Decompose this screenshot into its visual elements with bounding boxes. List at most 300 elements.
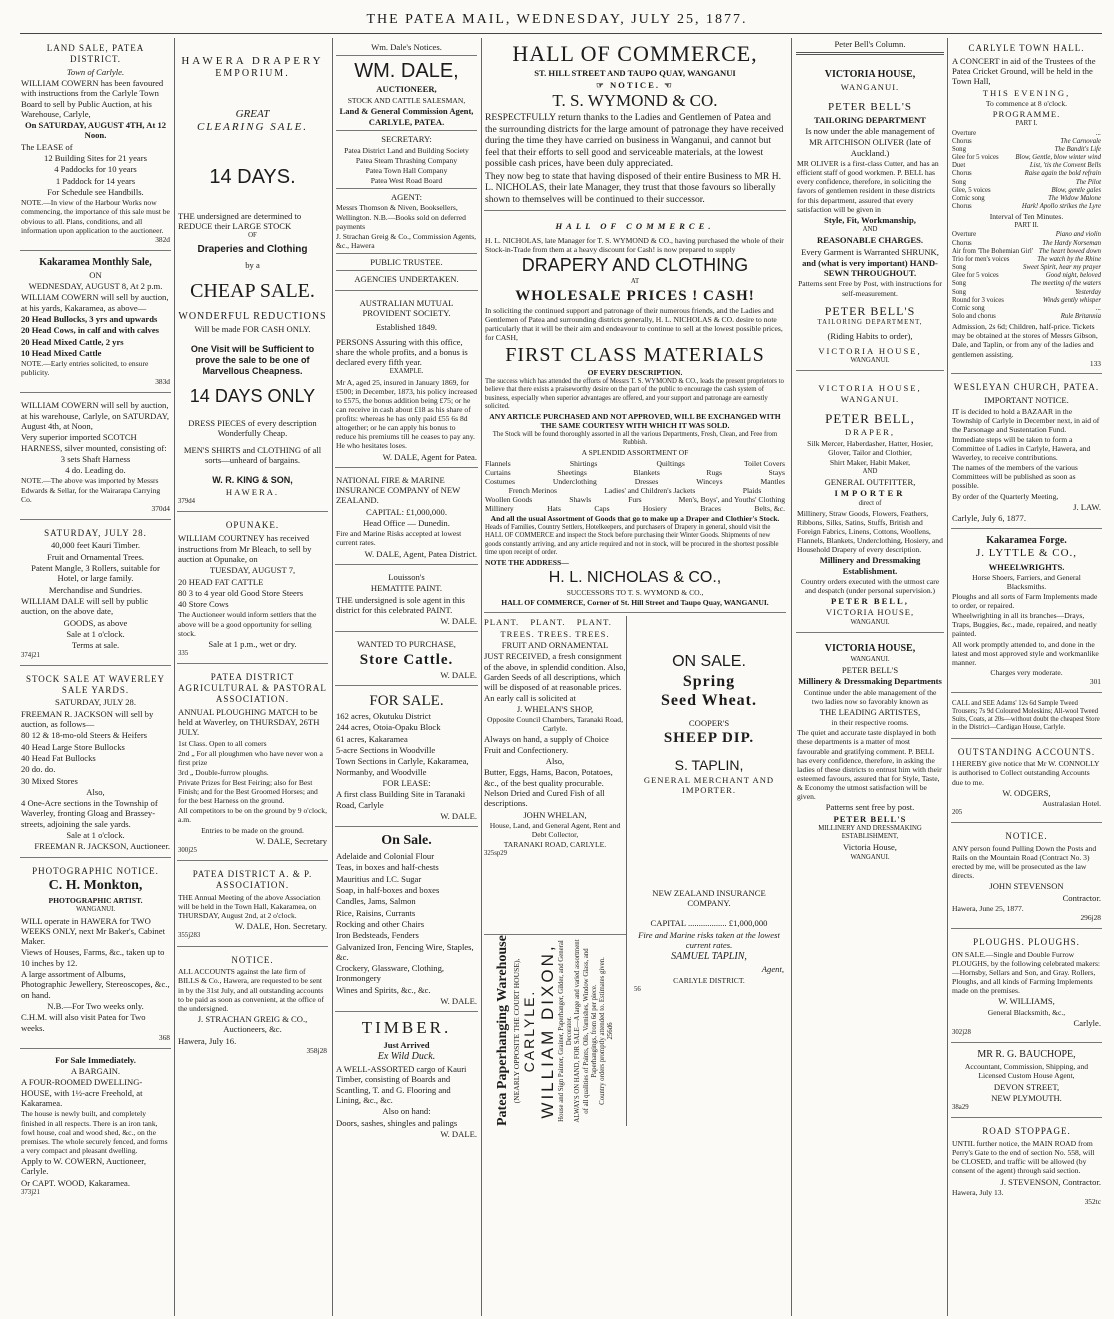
- bazaar-date: Carlyle, July 6, 1877.: [952, 513, 1026, 523]
- saturday-sale-title: SATURDAY, JULY 28.: [44, 527, 147, 538]
- dale-for-sale-ad: [335, 689, 478, 827]
- kakaramea-sale-ad: [20, 254, 171, 394]
- goods-item: Braces: [700, 504, 722, 514]
- opunake-item: 80 3 to 4 year old Good Store Steers: [178, 587, 304, 598]
- kakaramea-sale-note: NOTE.—Early entries solicited, to ensure publicity.: [21, 359, 149, 378]
- timber-ad: [335, 1015, 478, 1144]
- admission: Admission, 2s 6d; Children, half-price. Tickets may be obtained at the stores of Messrs Gibson, Dale, and Taplin, or from any of the ladies and gentlemen assisting.: [952, 322, 1098, 359]
- for-sale-item: 244 acres, Otoia-Opaku Block: [336, 722, 441, 733]
- splendid-assortment: A SPLENDID ASSORTMENT OF: [581, 448, 689, 458]
- saturday-sale-item: Patent Mangle, 3 Rollers, suitable for Hotel, or large family.: [31, 563, 160, 584]
- timber-also: Also on hand:: [382, 1106, 431, 1117]
- land-sale-plans: For Schedule see Handbills.: [47, 187, 144, 198]
- goods-row: [485, 459, 785, 468]
- hematite-body: THE undersigned is sole agent in this district for this celebrated PAINT.: [336, 594, 465, 615]
- williams-role: General Blacksmith, &c.,: [987, 1007, 1066, 1017]
- hall-address: ST. HILL STREET AND TAUPO QUAY, WANGANUI: [534, 68, 736, 79]
- stevenson-role: Contractor.: [1062, 892, 1101, 903]
- nicholas-successors: SUCCESSORS TO T. S. WYMOND & CO.,: [566, 588, 704, 598]
- for-lease-body: A first class Building Site in Taranaki Road, Carlyle: [336, 789, 466, 810]
- amp-example-body: Mr A, aged 25, insured in January 1869, for £500; in December, 1873, his policy increased to £575, the bonus addition being £75; or he can receive in cash about £18 as his share of profits: whereas he has only paid £55 6s 8d altogether; or he can apply his bonus to reduce his premiums till he ceases to pay any. He who hesitates loses.: [336, 377, 477, 451]
- programme-piece-title: ...: [1095, 129, 1101, 137]
- road-stoppage-ad: [951, 1121, 1102, 1212]
- ploughing-class: 3rd „ Double-furrow ploughs.: [178, 767, 269, 777]
- dale-secretary-item: Patea District Land and Building Society: [344, 145, 469, 155]
- programme-item: [952, 170, 1101, 178]
- store-cattle-ad: [335, 635, 478, 686]
- house-sale-or: Or CAPT. WOOD, Kakaramea.: [21, 1177, 130, 1188]
- and-label: AND: [862, 467, 878, 475]
- victoria-house: VICTORIA HOUSE,: [824, 69, 916, 81]
- programme-piece-type: Chorus: [952, 203, 972, 211]
- harness-sale-ad: [20, 396, 171, 519]
- opunake-note: The Auctioneer would inform settlers that the above will be a good opportunity for selling stock.: [178, 610, 317, 638]
- goods-item: Curtains: [485, 467, 511, 477]
- programme-piece-type: Chorus: [952, 239, 972, 247]
- king-son: W. R. KING & SON,: [212, 475, 293, 486]
- programme-piece-type: Chorus: [952, 137, 972, 145]
- national-title: NATIONAL FIRE & MARINE INSURANCE COMPANY of NEW ZEALAND.: [336, 474, 461, 506]
- goods-item: Rugs: [706, 467, 723, 477]
- programme-item: [952, 248, 1101, 256]
- land-sale-title: LAND SALE, PATEA DISTRICT.: [46, 43, 145, 64]
- dixon-trade: House and Sign Painter, Grainer, Paperhanger, Gilder, and General Decorator.: [558, 940, 574, 1122]
- ad-number: 335: [178, 650, 189, 658]
- victoria-house: VICTORIA HOUSE,: [825, 607, 915, 618]
- saturday-sale-item: Fruit and Ornamental Trees.: [47, 551, 144, 562]
- goods-item: Blankets: [633, 467, 660, 477]
- programme-item: [952, 179, 1101, 187]
- for-sale-item: Town Sections in Carlyle, Kakaramea, Normanby, and Woodville: [336, 756, 469, 777]
- peter-bell-column-title: Peter Bell's Column.: [834, 39, 906, 49]
- goods-item: Belts, &c.: [754, 504, 785, 514]
- dale-secretary-item: Patea Steam Thrashing Company: [355, 155, 458, 165]
- goods-item: French Merinos: [508, 485, 557, 495]
- millinery-establishment: Millinery and Dressmaking Establishment.: [819, 555, 921, 576]
- on-sale-item: Mauritius and I.C. Sugar: [336, 873, 422, 884]
- programme-piece-type: Solo and chorus: [952, 313, 996, 321]
- ploughing-body: ANNUAL PLOUGHING MATCH to be held at Waverley, on THURSDAY, 26TH JULY.: [178, 706, 320, 738]
- timber-arrived: Just Arrived: [383, 1039, 430, 1050]
- ad-number: 382d: [155, 234, 170, 244]
- millinery-departments: Millinery & Dressmaking Departments: [798, 676, 942, 687]
- taplin-role: GENERAL MERCHANT AND IMPORTER.: [643, 775, 775, 796]
- outstanding-title: OUTSTANDING ACCOUNTS.: [957, 746, 1096, 757]
- millinery-establishment: MILLINERY AND DRESSMAKING ESTABLISHMENT,: [818, 824, 922, 841]
- forge-title: Kakaramea Forge.: [986, 535, 1067, 547]
- leading-rooms: in their respective rooms.: [831, 718, 909, 728]
- bauchope-role: Accountant, Commission, Shipping, and Licensed Custom House Agent,: [964, 1062, 1089, 1081]
- taplin-spring: Spring: [682, 672, 736, 690]
- store-cattle: Store Cattle.: [359, 651, 454, 668]
- goods-item: Costumes: [485, 476, 515, 486]
- programme-piece-type: Overture: [952, 231, 977, 239]
- taplin-name: S. TAPLIN,: [674, 757, 744, 774]
- john-whelan: JOHN WHELAN,: [523, 809, 587, 820]
- dale-card-ad: [335, 38, 478, 291]
- column-3: [335, 38, 478, 1316]
- lyttle-name: J. LYTTLE & CO.,: [975, 547, 1078, 560]
- ad-number: 133: [1089, 358, 1101, 368]
- clearing-sale: CLEARING SALE.: [196, 121, 309, 134]
- ploughing-signature: W. DALE, Secretary: [255, 835, 327, 846]
- whelan-body: JUST RECEIVED, a fresh consignment of the above, in splendid condition. Also, Garden Seeds of all descriptions, which will be disposed of at reasonable prices. An early call is solicited at: [484, 651, 626, 703]
- fourteen-days-only: 14 DAYS ONLY: [189, 386, 316, 407]
- cash-only: Will be made FOR CASH ONLY.: [194, 323, 311, 334]
- peter-bells: PETER BELL'S: [833, 813, 907, 824]
- programme-piece-title: ...: [1095, 304, 1101, 312]
- photo-notice-title: PHOTOGRAPHIC NOTICE.: [32, 865, 159, 876]
- hall-of-commerce-ad: [484, 38, 786, 211]
- national-capital: CAPITAL: £1,000,000.: [366, 506, 447, 517]
- and-label: AND: [862, 226, 878, 234]
- tailoring-department: TAILORING DEPARTMENT: [814, 114, 926, 125]
- programme-item: [952, 130, 1101, 138]
- riding-habits: (Riding Habits to order),: [827, 331, 913, 342]
- programme-piece-title: The Hardy Norseman: [1042, 239, 1101, 247]
- style-fit: Style, Fit, Workmanship,: [824, 214, 916, 225]
- whelan-address: Opposite Council Chambers, Taranaki Road, Carlyle.: [487, 715, 623, 734]
- dale-auction-body: WILLIAM DALE will sell by public auction, on the above date,: [21, 596, 149, 617]
- programme-item: [952, 146, 1101, 154]
- dale-notices-header: Wm. Dale's Notices.: [371, 42, 442, 52]
- dale-secretary-item: Patea Town Hall Company: [365, 165, 448, 175]
- direct-of: direct of: [858, 499, 882, 507]
- whelan-butter: Butter, Eggs, Hams, Bacon, Potatoes, &c., of the best quality procurable. Nelson Dried and Cured Fish of all descriptions.: [484, 767, 613, 809]
- hematite-paint-ad: [335, 568, 478, 633]
- column-rule: [481, 38, 482, 1316]
- opunake-ad: [177, 515, 328, 664]
- programme-piece-title: The watch by the Rhine: [1037, 255, 1101, 263]
- wymond-thanks: RESPECTFULLY return thanks to the Ladies and Gentlemen of Patea and the surrounding districts for the large amount of patronage they have received during the time they have carried on business in Wanganui, and cannot but feel that their efforts to sell good and serviceable materials, at the lowest possible cash prices, have been duly appreciated.: [485, 112, 784, 170]
- notice-title: NOTICE.: [1005, 831, 1048, 842]
- road-stoppage-signature: J. STEVENSON, Contractor.: [1000, 1176, 1101, 1187]
- programme-item: [952, 272, 1101, 280]
- amp-body: PERSONS Assuring with this office, share the whole profits, and a bonus is declared every fifth year.: [336, 336, 468, 368]
- ploughs-ad: [951, 932, 1102, 1043]
- hawera-drapery-title: HAWERA DRAPERY: [181, 55, 324, 67]
- amp-established: Established 1849.: [375, 322, 438, 333]
- opunake-title: OPUNAKE.: [225, 520, 280, 531]
- annual-meeting-signature: W. DALE, Hon. Secretary.: [235, 921, 327, 932]
- opunake-body: WILLIAM COURTNEY has received instructions from Mr Bleach, to sell by auction at Opunake, on: [178, 533, 312, 564]
- programme-item: [952, 305, 1101, 313]
- dixon-warehouse: Patea Paperhanging Warehouse: [494, 935, 510, 1126]
- land-sale-item: 1 Paddock for 14 years: [55, 175, 136, 186]
- land-sale-item: 4 Paddocks for 10 years: [54, 164, 137, 175]
- programme-item: [952, 138, 1101, 146]
- kakaramea-sale-on: ON: [89, 269, 102, 280]
- programme-piece-type: Comic song: [952, 304, 985, 312]
- opunake-item: 20 HEAD FAT CATTLE: [178, 576, 264, 587]
- ad-number: 383d: [155, 377, 170, 387]
- programme-item: [952, 313, 1101, 321]
- john-whelan-role: House, Land, and General Agent, Rent and Debt Collector,: [489, 820, 621, 840]
- nicholas-support: In soliciting the continued support and patronage of their numerous friends, and the Ladies and Gentlemen of Patea and surrounding districts generally, H. L. NICHOLAS & CO. desire to note particularly that it will be their aim and endeavour to continue to sell at the lowest possible prices, for CASH,: [485, 305, 783, 343]
- programme-item: [952, 231, 1101, 239]
- programme-piece-title: The Carnovale: [1060, 137, 1101, 145]
- road-stoppage-body: UNTIL further notice, the MAIN ROAD from Perry's Gate to the end of section No. 558, will be CLOSED, and traffic will be allowed (by consent of the agent) through said section.: [952, 1139, 1095, 1176]
- whelan-shop: J. WHELAN'S SHOP,: [516, 703, 594, 714]
- programme-piece-type: Glee, 5 voices: [952, 186, 991, 194]
- tailoring-under: Is now under the able management of: [805, 126, 935, 137]
- national-head-office: Head Office — Dunedin.: [363, 518, 450, 529]
- bazaar-names: The names of the members of the various Committees will be published as soon as possible.: [952, 463, 1078, 491]
- horse-shoers: Horse Shoers, Farriers, and General Blacksmiths.: [972, 572, 1081, 591]
- amp-society-ad: [335, 294, 478, 468]
- wanganui-label: WANGANUI.: [850, 618, 890, 626]
- kakaramea-sale-item: 10 Head Mixed Cattle: [21, 347, 102, 358]
- ad-number: 296j28: [1080, 913, 1101, 923]
- taplin-ad: [634, 616, 784, 1126]
- stevenson-name: JOHN STEVENSON: [989, 881, 1064, 892]
- part-two: PART II.: [1014, 222, 1039, 230]
- ploughing-class: 1st Class. Open to all comers: [178, 738, 267, 748]
- programme-piece-title: The Widow Malone: [1048, 194, 1101, 202]
- land-sale-note: NOTE.—In view of the Harbour Works now commencing, the importance of this sale must be obvious to all. Plans, conditions, and all information upon application to the auctioneer.: [21, 198, 170, 235]
- hall-title: HALL OF COMMERCE,: [512, 41, 758, 66]
- ad-number: 301: [1089, 677, 1101, 687]
- goods-item: Underclothing: [552, 476, 597, 486]
- wymond-disposal: They now beg to state that having disposed of their entire Business to MR H. L. NICHOLAS, their late Manager, they trust that those favours so liberally shown to themselves will be continued to their successor.: [485, 170, 782, 205]
- opunake-date: TUESDAY, AUGUST 7,: [209, 565, 296, 576]
- silk-mercer: Silk Mercer, Haberdasher, Hatter, Hosier, Glover, Tailor and Clothier,: [807, 438, 933, 457]
- hall-notice: ☞ NOTICE. ☜: [596, 79, 674, 90]
- patterns-free: Patterns sent Free by Post, with instructions for self-measurement.: [798, 279, 942, 298]
- programme-piece-type: Overture: [952, 129, 977, 137]
- programme-piece-title: The heart bowed down: [1038, 247, 1101, 255]
- hematite-signature: W. DALE.: [440, 616, 477, 627]
- for-sale-item: 162 acres, Okutuku District: [336, 711, 431, 722]
- goods-item: Sheetings: [557, 467, 587, 477]
- taplin-seed-wheat: Seed Wheat.: [660, 691, 758, 709]
- ad-number: 368: [158, 1032, 170, 1042]
- ad-number: 205: [952, 809, 963, 817]
- road-stoppage-date: Hawera, July 13.: [952, 1187, 1004, 1197]
- programme-item: [952, 195, 1101, 203]
- timber-title: TIMBER.: [361, 1018, 452, 1038]
- dixon-orders: Country orders promptly attended to. Estimates given.: [598, 957, 606, 1105]
- programme-piece-title: Winds gently whisper: [1042, 296, 1101, 304]
- cheap-sale: CHEAP SALE.: [190, 279, 315, 302]
- peter-bells: PETER BELL'S: [824, 303, 916, 318]
- bazaar-body: IT is decided to hold a BAZAAR in the Township of Carlyle in December next, in aid of the Parsonage and Sustentation Fund.: [952, 406, 1100, 434]
- goods-item: Shirtings: [569, 458, 598, 468]
- taplin-on-sale: ON SALE.: [672, 653, 746, 671]
- draper-ad: [796, 374, 944, 633]
- road-stoppage-title: ROAD STOPPAGE.: [982, 1126, 1071, 1137]
- dale-secretary-item: Patea West Road Board: [370, 176, 443, 185]
- for-lease-title: FOR LEASE:: [382, 777, 431, 788]
- photo-notice-body: WILL operate in HAWERA for TWO WEEKS ONLY, next Mr Baker's, Cabinet Maker.: [21, 915, 165, 947]
- every-description: OF EVERY DESCRIPTION.: [587, 368, 683, 378]
- kakaramea-sale-item: 20 Head Bullocks, 3 yrs and upwards: [21, 313, 158, 324]
- saturday-sale-item: 40,000 feet Kauri Timber.: [50, 540, 141, 551]
- wesleyan-bazaar-ad: [951, 377, 1102, 529]
- ploughing-title: PATEA DISTRICT AGRICULTURAL & PASTORAL ASSOCIATION.: [178, 672, 327, 704]
- programme-piece-title: The Pilot: [1075, 178, 1101, 186]
- programme-piece-title: Blow, gentle gales: [1051, 186, 1101, 194]
- ploughs-body: ON SALE.—Single and Double Furrow PLOUGHS, by the following celebrated makers:—Hornsby, Sellars and Son, and Gray. Rollers, Ploughs, and all kinds of Farming Implements made on the premises.: [952, 949, 1101, 996]
- on-sale-item: Crockery, Glassware, Clothing, Ironmongery: [336, 963, 445, 984]
- national-insurance-ad: [335, 471, 478, 565]
- ad-number: 358j28: [306, 1045, 327, 1055]
- on-sale-item: Iron Bedsteads, Fenders: [336, 930, 419, 941]
- column-5: [796, 38, 944, 1316]
- john-whelan-address: TARANAKI ROAD, CARLYLE.: [503, 840, 607, 850]
- land-sale-subtitle: Town of Carlyle.: [66, 66, 125, 77]
- column-6: [951, 38, 1102, 1316]
- dale-land: Land & General Commission Agent,: [339, 105, 474, 116]
- ad-number: 370d4: [151, 503, 170, 513]
- photo-notice-nb: N.B.—For Two weeks only.: [47, 1001, 144, 1012]
- outstanding-accounts-ad: [951, 742, 1102, 824]
- hawera-emporium: EMPORIUM.: [215, 68, 290, 80]
- ploughing-entries: Entries to be made on the ground.: [201, 825, 304, 835]
- harness-item: 4 do. Leading do.: [65, 465, 126, 476]
- land-sale-lease: The LEASE of: [21, 141, 73, 152]
- timber-ship: Ex Wild Duck.: [377, 1051, 436, 1063]
- harness-sale-body: WILLIAM COWERN will sell by auction, at his warehouse, Carlyle, on SATURDAY, August 4th, at Noon,: [21, 400, 169, 431]
- ad-number: 325sp29: [484, 850, 508, 858]
- ad-number: 373j21: [21, 1188, 40, 1196]
- exchange-notice: ANY ARTICLE PURCHASED AND NOT APPROVED, WILL BE EXCHANGED WITH THE SAME COURTESY WITH WHICH IT WAS SOLD.: [489, 411, 781, 430]
- ad-number: 256d6: [606, 1022, 614, 1040]
- concert-commence: To commence at 8 o'clock.: [985, 99, 1068, 109]
- land-sale-item: 12 Building Sites for 21 years: [44, 153, 147, 164]
- outstanding-body: I HEREBY give notice that Mr W. CONNOLLY is authorised to Collect outstanding Accounts due to me.: [952, 759, 1100, 787]
- on-sale-item: Wines and Spirits, &c., &c.: [336, 984, 431, 995]
- drapery-body: THE undersigned are determined to REDUCE their LARGE STOCK: [178, 210, 302, 231]
- wonderful-reductions: WONDERFUL REDUCTIONS: [178, 310, 327, 322]
- forge-work: All work promptly attended to, and done in the latest and most approved style and workmanlike manner.: [952, 639, 1099, 667]
- hall-subtitle: HALL OF COMMERCE.: [555, 221, 715, 232]
- odgers-name: W. ODGERS,: [1002, 787, 1051, 798]
- drapery-at: AT: [630, 277, 640, 285]
- programme-title: PROGRAMME.: [992, 109, 1061, 120]
- dale-stock: STOCK AND CATTLE SALESMAN,: [347, 95, 466, 105]
- goods-row: [485, 477, 785, 486]
- important-notice: IMPORTANT NOTICE.: [984, 395, 1069, 406]
- programme-piece-title: Piano and violin: [1055, 231, 1101, 239]
- programme-piece-type: Song: [952, 280, 966, 288]
- dress-pieces: DRESS PIECES of every description Wonderfully Cheap.: [188, 417, 317, 439]
- cardigan-house-ad: [951, 696, 1102, 739]
- nicholas-drapery-ad: [484, 214, 786, 613]
- shirt-maker: Shirt Maker, Habit Maker,: [829, 457, 911, 467]
- goods-item: Men's, Boys', and Youths' Clothing: [678, 494, 785, 504]
- waverley-stock-body: FREEMAN R. JACKSON will sell by auction, as follows—: [21, 708, 154, 729]
- photographer-name: C. H. Monkton,: [48, 878, 143, 894]
- wanganui-label: WANGANUI.: [850, 853, 890, 861]
- millinery-continue: Continue under the able management of the two ladies now so favorably known as: [803, 687, 937, 706]
- nicholas-intro: H. L. NICHOLAS, late Manager for T. S. WYMOND & CO., having purchased the whole of their Stock-in-Trade from them at a heavy discount for Cash! is now prepared to supply: [485, 235, 784, 254]
- dale-on-sale-ad: [335, 830, 478, 1012]
- goods-row: [485, 504, 785, 513]
- bauchope-name: MR R. G. BAUCHOPE,: [977, 1049, 1076, 1061]
- column-1: [20, 38, 171, 1316]
- taplin-sheep-dip: SHEEP DIP.: [663, 730, 755, 747]
- concert-body: A CONCERT in aid of the Trustees of the Patea Cricket Ground, will be held in the Town Hall,: [952, 55, 1096, 87]
- photographic-notice-ad: [20, 861, 171, 1049]
- waverley-stock-item: 40 Head Large Store Bullocks: [21, 741, 125, 752]
- programme-piece-type: Trio for men's voices: [952, 255, 1010, 263]
- dale-agent-item: Messrs Thomson & Niven, Booksellers, Wellington. N.B.—Books sold on deferred payments: [336, 203, 466, 231]
- dale-name: WM. DALE,: [354, 60, 459, 83]
- draperies-clothing: Draperies and Clothing: [197, 244, 308, 256]
- programme-piece-title: Rule Britannia: [1060, 313, 1101, 321]
- goods-item: Winceys: [696, 476, 723, 486]
- hematite-title: HEMATITE PAINT.: [370, 583, 443, 594]
- heads-of-families: Heads of Families, Country Settlers, Hotelkeepers, and purchasers of Drapery in general, should visit the HALL OF COMMERCE and inspect the Stock before purchasing their Winter Goods. Shipments of new goods constantly arriving, and any article required and not in stock, will be procured in the shortest possible time upon receipt of order.: [485, 524, 779, 556]
- store-cattle-signature: W. DALE.: [440, 669, 477, 680]
- wanganui-label: WANGANUI.: [850, 655, 890, 663]
- wanganui-label: WANGANUI.: [840, 394, 900, 405]
- goods-item: Stays: [768, 467, 785, 477]
- victoria-house: VICTORIA HOUSE,: [818, 345, 922, 356]
- wholesale-prices-banner: WHOLESALE PRICES ! CASH!: [515, 287, 755, 304]
- land-sale-body: WILLIAM COWERN has been favoured with instructions from the Carlyle Town Board to sell by Public Auction, at his Warehouse, Carlyle,: [21, 77, 164, 119]
- national-risks: Fire and Marine Risks accepted at lowest current rates.: [336, 529, 462, 548]
- ad-number: 56: [634, 985, 641, 993]
- victoria-house: Victoria House,: [843, 842, 897, 853]
- dale-auction-terms: Terms at sale.: [71, 640, 120, 651]
- goods-item: Hosiery: [642, 504, 667, 514]
- annual-meeting-ad: [177, 864, 328, 946]
- nicholas-success: The success which has attended the efforts of Messrs T. S. WYMOND & CO., leads the present proprietors to believe that there exists a praiseworthy desire on the part of the public to encourage the cash system of business, especially when superior advantages are offered, and your support and patronage are earnestly solicited.: [485, 378, 784, 410]
- notice-body: ANY person found Pulling Down the Posts and Rails on the Mountain Road (Contract No. 3) erected by me, will be prosecuted as the law directs.: [952, 844, 1097, 881]
- dale-auction-goods: GOODS, as above: [63, 617, 128, 628]
- waverley-stock-title: STOCK SALE AT WAVERLEY SALE YARDS.: [25, 673, 166, 695]
- tailoring-ad: [796, 58, 944, 371]
- importer-goods: Millinery, Straw Goods, Flowers, Feathers, Ribbons, Silks, Satins, Stuffs, British and Foreign Fabrics, Linens, Cottons, Woollens, Flannels, Blankets, Underclothing, Hosiery, and Household Drapery of every description.: [797, 508, 943, 555]
- programme-piece-type: Duet: [952, 162, 966, 170]
- dixon-opposite: (NEARLY OPPOSITE THE COURT HOUSE),: [511, 958, 521, 1104]
- goods-item: Millinery: [485, 504, 514, 514]
- dixon-ad: [484, 934, 626, 1126]
- goods-list: [485, 459, 785, 514]
- dixon-rotated-text: [495, 936, 615, 1126]
- programme-item: [952, 203, 1101, 211]
- drapery-by: by a: [245, 260, 260, 271]
- goods-item: Shawls: [569, 494, 592, 504]
- photo-notice-body2: Views of Houses, Farms, &c., taken up to 10 inches by 12.: [21, 947, 165, 968]
- oliver-name: MR AITCHISON OLIVER (late of Auckland.): [809, 137, 931, 158]
- programme-piece-type: Song: [952, 178, 966, 186]
- bazaar-order: By order of the Quarterly Meeting,: [952, 491, 1059, 501]
- dale-carlyle: CARLYLE, PATEA.: [368, 117, 445, 128]
- odgers-hotel: Australasian Hotel.: [1042, 798, 1101, 808]
- goods-item: Caps: [594, 504, 610, 514]
- nz-insurance-risks: Fire and Marine risks taken at the lowest current rates.: [638, 929, 780, 950]
- programme-item: [952, 280, 1101, 288]
- bauchope-ad: [951, 1046, 1102, 1118]
- column-rule: [174, 38, 175, 1316]
- nz-insurance-title: NEW ZEALAND INSURANCE COMPANY.: [652, 887, 766, 909]
- dixon-stock: ALWAYS ON HAND, FOR SALE—A large and varied assortment of all qualities of Paints, Oils, Varnishes, Window Glass, and Paperhangings, from 6d per piece.: [574, 939, 598, 1123]
- column-rule: [947, 38, 948, 1316]
- programme-piece-title: List, 'tis the Convent Bells: [1029, 162, 1101, 170]
- ploughing-class: 2nd „ For all ploughmen who have never won a first prize: [178, 748, 323, 767]
- on-sale-item: Galvanized Iron, Fencing Wire, Staples, &c.: [336, 941, 474, 962]
- programme-item: [952, 256, 1101, 264]
- whelan-always: Always on hand, a supply of Choice Fruit and Confectionery.: [484, 734, 609, 755]
- on-sale-item: Rice, Raisins, Currants: [336, 907, 416, 918]
- dale-auction-time: Sale at 1 o'clock.: [66, 628, 125, 639]
- bauchope-town: NEW PLYMOUTH.: [991, 1092, 1062, 1103]
- masthead: THE PATEA MAIL, WEDNESDAY, JULY 25, 1877.: [366, 12, 748, 27]
- whelan-trees: TREES. TREES. TREES.: [500, 628, 610, 639]
